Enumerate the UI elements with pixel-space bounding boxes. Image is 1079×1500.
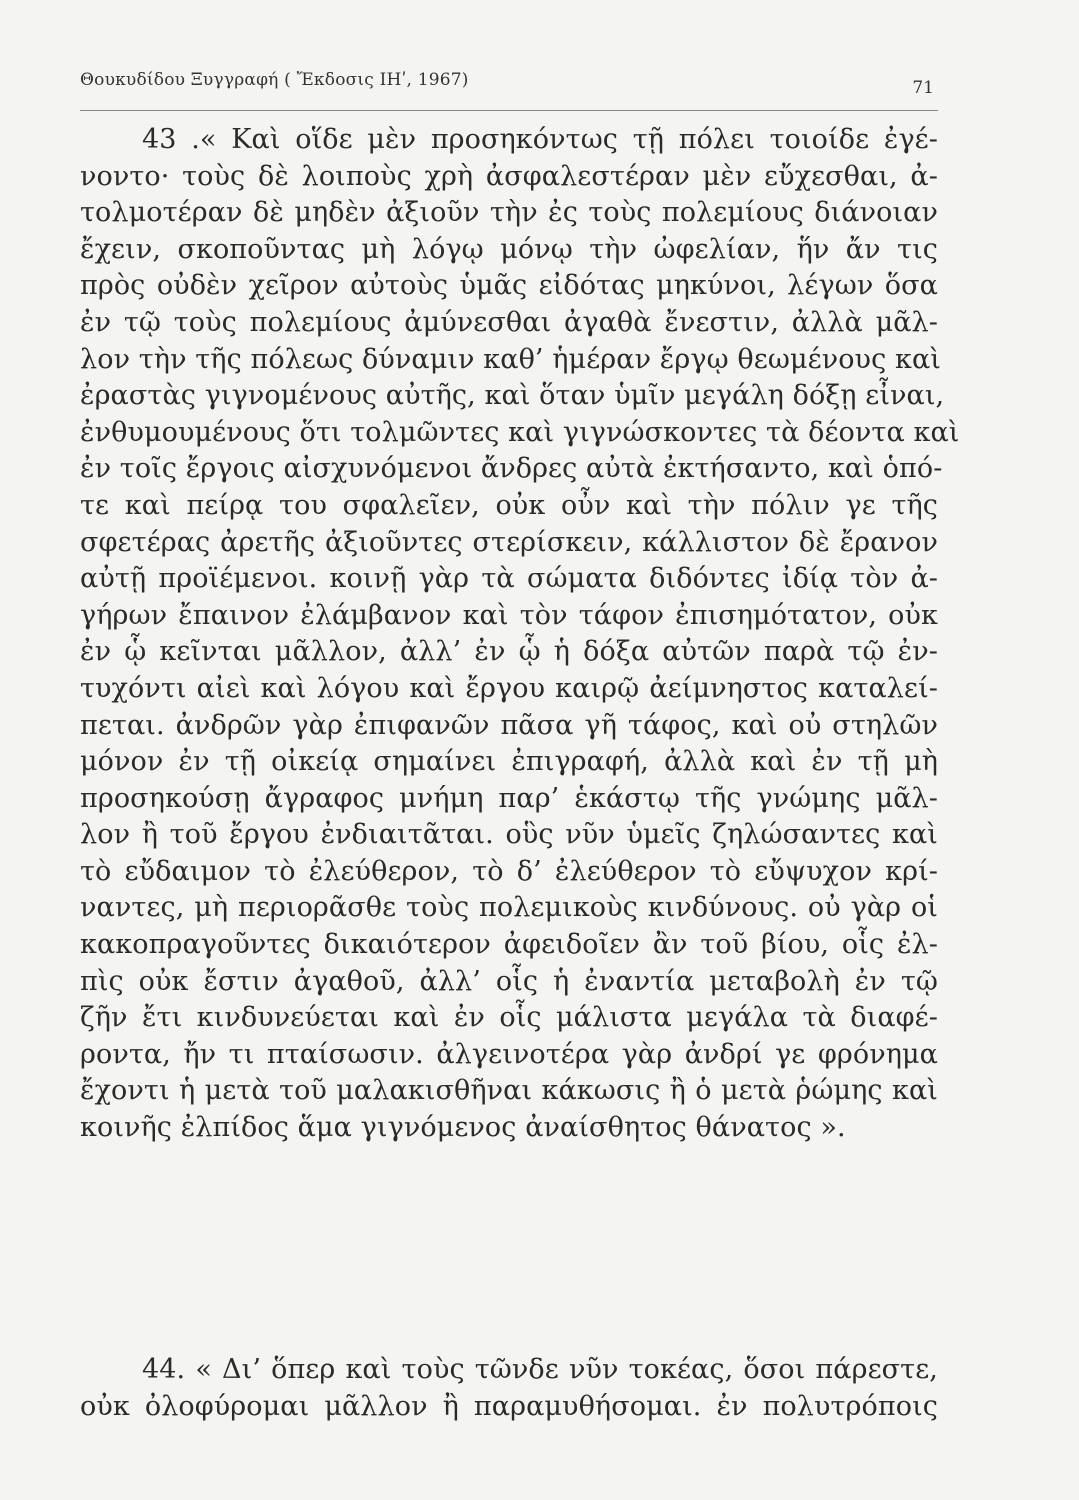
text-line: πρὸς οὐδὲν χεῖρον αὐτοὺς ὑμᾶς εἰδότας μηκύνοι, λέγων ὅσα <box>80 270 938 302</box>
text-line: τε καὶ πείρᾳ του σφαλεῖεν, οὐκ οὖν καὶ τὴν πόλιν γε τῆς <box>80 489 938 521</box>
header-title: Θουκυδίδου Ξυγγραφή ( Ἔκδοσις ΙΗʹ, 1967) <box>80 70 469 90</box>
paragraph-43 <box>80 122 960 1147</box>
text-line: ἔχειν, σκοποῦντας μὴ λόγῳ μόνῳ τὴν ὠφελίαν, ἥν ἄν τις <box>80 233 938 265</box>
text-line: λον ἢ τοῦ ἔργου ἐνδιαιτᾶται. οὓς νῦν ὑμεῖς ζηλώσαντες καὶ <box>80 819 938 851</box>
text-line: ἐν ᾧ κεῖνται μᾶλλον, ἀλλ’ ἐν ᾧ ἡ δόξα αὐτῶν παρὰ τῷ ἐν- <box>80 636 938 668</box>
text-line: ναντες, μὴ περιορᾶσθε τοὺς πολεμικοὺς κινδύνους. οὐ γὰρ οἱ <box>80 892 938 924</box>
text-line: κακοπραγοῦντες δικαιότερον ἀφειδοῖεν ἂν τοῦ βίου, οἷς ἐλ- <box>80 929 938 961</box>
text-line: λον τὴν τῆς πόλεως δύναμιν καθ’ ἡμέραν ἔργῳ θεωμένους καὶ <box>80 343 941 375</box>
text-line: αὐτῇ προϊέμενοι. κοινῇ γὰρ τὰ σώματα διδόντες ἰδίᾳ τὸν ἀ- <box>80 563 938 595</box>
text-line: οὐκ ὀλοφύρομαι μᾶλλον ἢ παραμυθήσομαι. ἐν πολυτρόποις <box>80 1390 938 1422</box>
text-line: ἐν τοῖς ἔργοις αἰσχυνόμενοι ἄνδρες αὐτὰ ἐκτήσαντο, καὶ ὁπό- <box>80 453 943 485</box>
text-line: προσηκούσῃ ἄγραφος μνήμη παρ’ ἑκάστῳ τῆς γνώμης μᾶλ- <box>80 782 938 814</box>
text-line: κοινῆς ἐλπίδος ἅμα γιγνόμενος ἀναίσθητος θάνατος ». <box>80 1112 846 1144</box>
text-line: 44. « Δι’ ὅπερ καὶ τοὺς τῶνδε νῦν τοκέας, ὅσοι πάρεστε, <box>142 1354 938 1385</box>
text-line: νοντο· τοὺς δὲ λοιποὺς χρὴ ἀσφαλεστέραν μὲν εὔχεσθαι, ἀ- <box>80 160 938 192</box>
text-line: σφετέρας ἀρετῆς ἀξιοῦντες στερίσκειν, κάλλιστον δὲ ἔρανον <box>80 526 938 558</box>
text-line: πὶς οὐκ ἔστιν ἀγαθοῦ, ἀλλ’ οἷς ἡ ἐναντία μεταβολὴ ἐν τῷ <box>80 965 938 997</box>
text-line: γήρων ἔπαινον ἐλάμβανον καὶ τὸν τάφον ἐπισημότατον, οὐκ <box>80 599 938 631</box>
text-line: μόνον ἐν τῇ οἰκείᾳ σημαίνει ἐπιγραφή, ἀλλὰ καὶ ἐν τῇ μὴ <box>80 746 938 778</box>
text-line: ζῆν ἔτι κινδυνεύεται καὶ ἐν οἷς μάλιστα μεγάλα τὰ διαφέ- <box>80 1002 938 1034</box>
text-line: ἐραστὰς γιγνομένους αὐτῆς, καὶ ὅταν ὑμῖν μεγάλη δόξῃ εἶναι, <box>80 380 945 412</box>
text-line: ἐνθυμουμένους ὅτι τολμῶντες καὶ γιγνώσκοντες τὰ δέοντα καὶ <box>80 416 960 448</box>
text-line: τυχόντι αἰεὶ καὶ λόγου καὶ ἔργου καιρῷ ἀείμνηστος καταλεί- <box>80 672 938 704</box>
text-line: ροντα, ἤν τι πταίσωσιν. ἀλγεινοτέρα γὰρ ἀνδρί γε φρόνημα <box>80 1038 938 1070</box>
text-line: τολμοτέραν δὲ μηδὲν ἀξιοῦν τὴν ἐς τοὺς πολεμίους διάνοιαν <box>80 197 938 229</box>
text-line: τὸ εὔδαιμον τὸ ἐλεύθερον, τὸ δ’ ἐλεύθερον τὸ εὔψυχον κρί- <box>80 855 938 887</box>
text-line: ἔχοντι ἡ μετὰ τοῦ μαλακισθῆναι κάκωσις ἢ ὁ μετὰ ῥώμης καὶ <box>80 1075 938 1107</box>
text-line: 43 .« Καὶ οἵδε μὲν προσηκόντως τῇ πόλει τοιοίδε ἐγέ- <box>142 124 938 155</box>
page-number: 71 <box>912 78 934 98</box>
paragraph-44 <box>80 1352 938 1425</box>
text-line: πεται. ἀνδρῶν γὰρ ἐπιφανῶν πᾶσα γῆ τάφος, καὶ οὐ στηλῶν <box>80 709 938 741</box>
header-rule <box>80 110 938 111</box>
running-header <box>80 60 940 100</box>
text-line: ἐν τῷ τοὺς πολεμίους ἀμύνεσθαι ἀγαθὰ ἔνεστιν, ἀλλὰ μᾶλ- <box>80 306 938 338</box>
